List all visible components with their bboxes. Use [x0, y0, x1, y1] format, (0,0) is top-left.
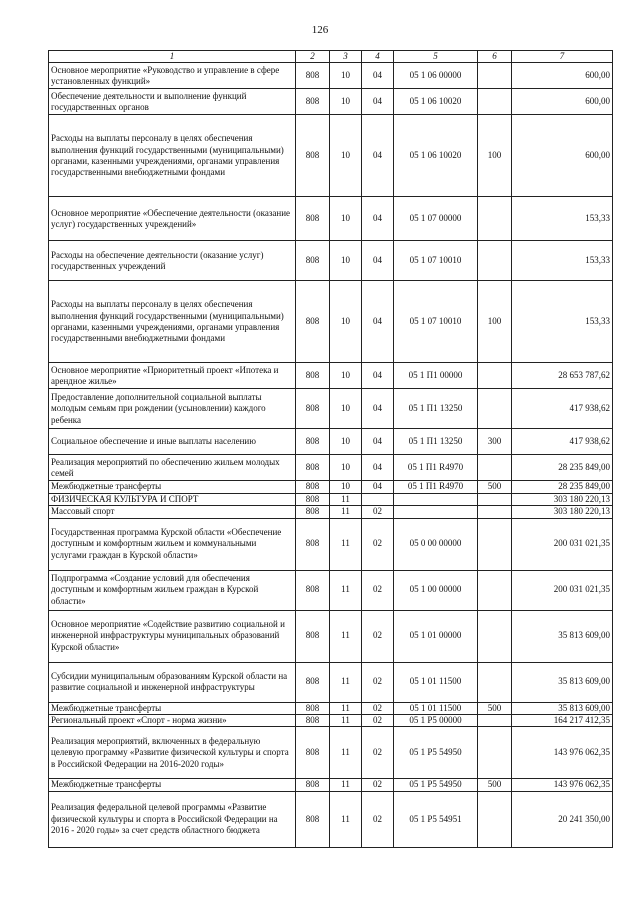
row-code-2: 808: [296, 63, 330, 89]
row-amount: 35 813 609,00: [512, 610, 613, 662]
row-code-6: [478, 518, 512, 570]
row-code-4: 04: [362, 197, 394, 241]
row-code-4: 02: [362, 702, 394, 714]
row-code-6: [478, 506, 512, 518]
row-name: Предоставление дополнительной социальной выплаты молодым семьям при рождении (усыновлении) каждого ребенка: [49, 389, 296, 429]
row-name: Социальное обеспечение и иные выплаты населению: [49, 429, 296, 455]
row-code-5: 05 1 П1 R4970: [394, 481, 478, 493]
column-header: 6: [478, 51, 512, 63]
row-code-6: [478, 570, 512, 610]
row-name: Основное мероприятие «Содействие развитию социальной и инженерной инфраструктуры муниципальных образований Курской области»: [49, 610, 296, 662]
table-row: [49, 779, 613, 791]
row-code-5: 05 1 П1 00000: [394, 363, 478, 389]
row-code-3: 10: [330, 241, 362, 281]
table-row: [49, 715, 613, 727]
row-code-4: 04: [362, 89, 394, 115]
table-row: [49, 727, 613, 779]
table-row: [49, 363, 613, 389]
row-amount: 164 217 412,35: [512, 715, 613, 727]
column-header: 3: [330, 51, 362, 63]
row-amount: 35 813 609,00: [512, 702, 613, 714]
table-row: [49, 481, 613, 493]
row-code-2: 808: [296, 570, 330, 610]
row-code-6: 500: [478, 702, 512, 714]
column-header: 1: [49, 51, 296, 63]
row-name: Подпрограмма «Создание условий для обеспечения доступным и комфортным жильем граждан в Курской области»: [49, 570, 296, 610]
row-name: Межбюджетные трансферты: [49, 702, 296, 714]
row-code-3: 10: [330, 115, 362, 197]
row-code-3: 11: [330, 727, 362, 779]
row-code-2: 808: [296, 197, 330, 241]
row-code-4: 02: [362, 662, 394, 702]
row-code-5: 05 1 П1 13250: [394, 429, 478, 455]
row-code-6: [478, 63, 512, 89]
row-code-4: 04: [362, 481, 394, 493]
row-code-4: 02: [362, 570, 394, 610]
row-code-5: 05 0 00 00000: [394, 518, 478, 570]
column-header: 7: [512, 51, 613, 63]
row-code-6: 300: [478, 429, 512, 455]
row-code-4: 04: [362, 363, 394, 389]
row-amount: 35 813 609,00: [512, 662, 613, 702]
row-code-2: 808: [296, 363, 330, 389]
row-code-5: 05 1 07 00000: [394, 197, 478, 241]
row-amount: 153,33: [512, 281, 613, 363]
row-code-5: 05 1 06 10020: [394, 89, 478, 115]
row-code-6: 100: [478, 281, 512, 363]
row-code-2: 808: [296, 662, 330, 702]
row-code-2: 808: [296, 610, 330, 662]
row-code-2: 808: [296, 506, 330, 518]
row-name: Основное мероприятие «Приоритетный проект «Ипотека и арендное жилье»: [49, 363, 296, 389]
row-code-6: [478, 455, 512, 481]
table-row: [49, 570, 613, 610]
row-code-5: 05 1 П1 R4970: [394, 455, 478, 481]
row-code-2: 808: [296, 493, 330, 505]
row-code-6: [478, 715, 512, 727]
row-code-2: 808: [296, 455, 330, 481]
row-code-4: 02: [362, 791, 394, 847]
table-row: [49, 241, 613, 281]
row-code-3: 10: [330, 281, 362, 363]
row-code-4: 04: [362, 389, 394, 429]
row-name: Расходы на обеспечение деятельности (оказание услуг) государственных учреждений: [49, 241, 296, 281]
table-row: [49, 89, 613, 115]
row-amount: 28 235 849,00: [512, 481, 613, 493]
row-code-2: 808: [296, 518, 330, 570]
budget-table: [48, 50, 613, 848]
row-code-5: 05 1 П1 13250: [394, 389, 478, 429]
row-code-4: 04: [362, 115, 394, 197]
row-code-3: 11: [330, 702, 362, 714]
row-name: Основное мероприятие «Обеспечение деятельности (оказание услуг) государственных учреждений»: [49, 197, 296, 241]
row-name: Государственная программа Курской области «Обеспечение доступным и комфортным жильем и коммунальными услугами граждан в Курской области»: [49, 518, 296, 570]
row-code-6: [478, 89, 512, 115]
row-code-6: [478, 727, 512, 779]
row-name: Основное мероприятие «Руководство и управление в сфере установленных функций»: [49, 63, 296, 89]
row-amount: 417 938,62: [512, 429, 613, 455]
table-row: [49, 429, 613, 455]
row-code-2: 808: [296, 89, 330, 115]
row-name: Реализация мероприятий, включенных в федеральную целевую программу «Развитие физической культуры и спорта в Российской Федерации на 2016-2020 годы»: [49, 727, 296, 779]
row-code-5: 05 1 00 00000: [394, 570, 478, 610]
row-code-6: [478, 389, 512, 429]
row-code-5: 05 1 01 11500: [394, 702, 478, 714]
row-code-3: 11: [330, 493, 362, 505]
row-code-5: 05 1 07 10010: [394, 281, 478, 363]
row-amount: 303 180 220,13: [512, 506, 613, 518]
row-code-3: 11: [330, 779, 362, 791]
row-name: Субсидии муниципальным образованиям Курской области на развитие социальной и инженерной инфраструктуры: [49, 662, 296, 702]
table-row: [49, 63, 613, 89]
row-code-4: 04: [362, 241, 394, 281]
row-code-5: [394, 506, 478, 518]
row-code-6: [478, 662, 512, 702]
row-code-5: 05 1 01 00000: [394, 610, 478, 662]
row-code-3: 10: [330, 389, 362, 429]
row-amount: 200 031 021,35: [512, 570, 613, 610]
table-row: [49, 702, 613, 714]
row-code-4: 04: [362, 429, 394, 455]
row-code-3: 10: [330, 89, 362, 115]
table-row: [49, 493, 613, 505]
row-amount: 153,33: [512, 241, 613, 281]
row-amount: 600,00: [512, 63, 613, 89]
table-row: [49, 389, 613, 429]
row-code-4: 04: [362, 281, 394, 363]
row-code-5: 05 1 06 00000: [394, 63, 478, 89]
row-code-4: 02: [362, 779, 394, 791]
row-code-4: 02: [362, 715, 394, 727]
row-name: Расходы на выплаты персоналу в целях обеспечения выполнения функций государственными (муниципальными) органами, казенными учреждениями, органами управления государственными внебюджетными фондами: [49, 115, 296, 197]
row-code-3: 10: [330, 197, 362, 241]
row-code-3: 11: [330, 662, 362, 702]
row-code-4: 02: [362, 506, 394, 518]
row-code-5: 05 1 06 10020: [394, 115, 478, 197]
row-code-2: 808: [296, 115, 330, 197]
row-code-4: 02: [362, 727, 394, 779]
row-code-5: [394, 493, 478, 505]
row-amount: 143 976 062,35: [512, 727, 613, 779]
row-amount: 303 180 220,13: [512, 493, 613, 505]
column-header: 2: [296, 51, 330, 63]
row-code-4: 04: [362, 455, 394, 481]
row-name: Массовый спорт: [49, 506, 296, 518]
row-amount: 143 976 062,35: [512, 779, 613, 791]
row-name: Межбюджетные трансферты: [49, 481, 296, 493]
row-code-3: 11: [330, 715, 362, 727]
row-code-6: [478, 610, 512, 662]
row-code-2: 808: [296, 727, 330, 779]
row-code-4: 02: [362, 518, 394, 570]
row-code-3: 10: [330, 63, 362, 89]
table-row: [49, 281, 613, 363]
row-code-2: 808: [296, 791, 330, 847]
row-amount: 28 235 849,00: [512, 455, 613, 481]
row-code-5: 05 1 01 11500: [394, 662, 478, 702]
row-code-6: 100: [478, 115, 512, 197]
row-code-3: 11: [330, 518, 362, 570]
table-row: [49, 115, 613, 197]
row-code-3: 10: [330, 363, 362, 389]
row-code-6: [478, 493, 512, 505]
row-name: Реализация мероприятий по обеспечению жильем молодых семей: [49, 455, 296, 481]
row-code-5: 05 1 P5 54950: [394, 727, 478, 779]
row-code-3: 11: [330, 610, 362, 662]
row-code-5: 05 1 P5 00000: [394, 715, 478, 727]
row-code-6: [478, 363, 512, 389]
row-amount: 200 031 021,35: [512, 518, 613, 570]
row-name: Обеспечение деятельности и выполнение функций государственных органов: [49, 89, 296, 115]
row-code-2: 808: [296, 702, 330, 714]
column-header: 4: [362, 51, 394, 63]
row-amount: 153,33: [512, 197, 613, 241]
row-code-2: 808: [296, 389, 330, 429]
row-amount: 28 653 787,62: [512, 363, 613, 389]
row-code-6: 500: [478, 779, 512, 791]
row-code-2: 808: [296, 429, 330, 455]
row-code-3: 11: [330, 506, 362, 518]
row-amount: 20 241 350,00: [512, 791, 613, 847]
row-name: Расходы на выплаты персоналу в целях обеспечения выполнения функций государственными (муниципальными) органами, казенными учреждениями, органами управления государственными внебюджетными фондами: [49, 281, 296, 363]
row-code-2: 808: [296, 779, 330, 791]
row-name: ФИЗИЧЕСКАЯ КУЛЬТУРА И СПОРТ: [49, 493, 296, 505]
table-row: [49, 506, 613, 518]
row-name: Реализация федеральной целевой программы «Развитие физической культуры и спорта в Российской Федерации на 2016 - 2020 годы» за счет средств областного бюджета: [49, 791, 296, 847]
column-header: 5: [394, 51, 478, 63]
row-code-2: 808: [296, 241, 330, 281]
row-code-6: [478, 241, 512, 281]
header-row: [49, 51, 613, 63]
table-row: [49, 610, 613, 662]
row-amount: 600,00: [512, 115, 613, 197]
row-code-4: 02: [362, 610, 394, 662]
row-code-2: 808: [296, 281, 330, 363]
table-body: [49, 63, 613, 847]
table-row: [49, 662, 613, 702]
row-code-6: 500: [478, 481, 512, 493]
row-code-3: 10: [330, 429, 362, 455]
table-row: [49, 455, 613, 481]
row-code-3: 11: [330, 791, 362, 847]
row-code-5: 05 1 P5 54950: [394, 779, 478, 791]
table-row: [49, 791, 613, 847]
row-code-2: 808: [296, 715, 330, 727]
row-amount: 600,00: [512, 89, 613, 115]
table-row: [49, 518, 613, 570]
page-number: 126: [311, 24, 329, 36]
row-code-5: 05 1 07 10010: [394, 241, 478, 281]
table-row: [49, 197, 613, 241]
row-code-4: [362, 493, 394, 505]
row-code-3: 10: [330, 481, 362, 493]
row-code-6: [478, 791, 512, 847]
row-code-2: 808: [296, 481, 330, 493]
row-code-3: 10: [330, 455, 362, 481]
row-code-5: 05 1 P5 54951: [394, 791, 478, 847]
row-code-4: 04: [362, 63, 394, 89]
row-code-3: 11: [330, 570, 362, 610]
row-name: Межбюджетные трансферты: [49, 779, 296, 791]
row-amount: 417 938,62: [512, 389, 613, 429]
row-code-6: [478, 197, 512, 241]
row-name: Региональный проект «Спорт - норма жизни»: [49, 715, 296, 727]
